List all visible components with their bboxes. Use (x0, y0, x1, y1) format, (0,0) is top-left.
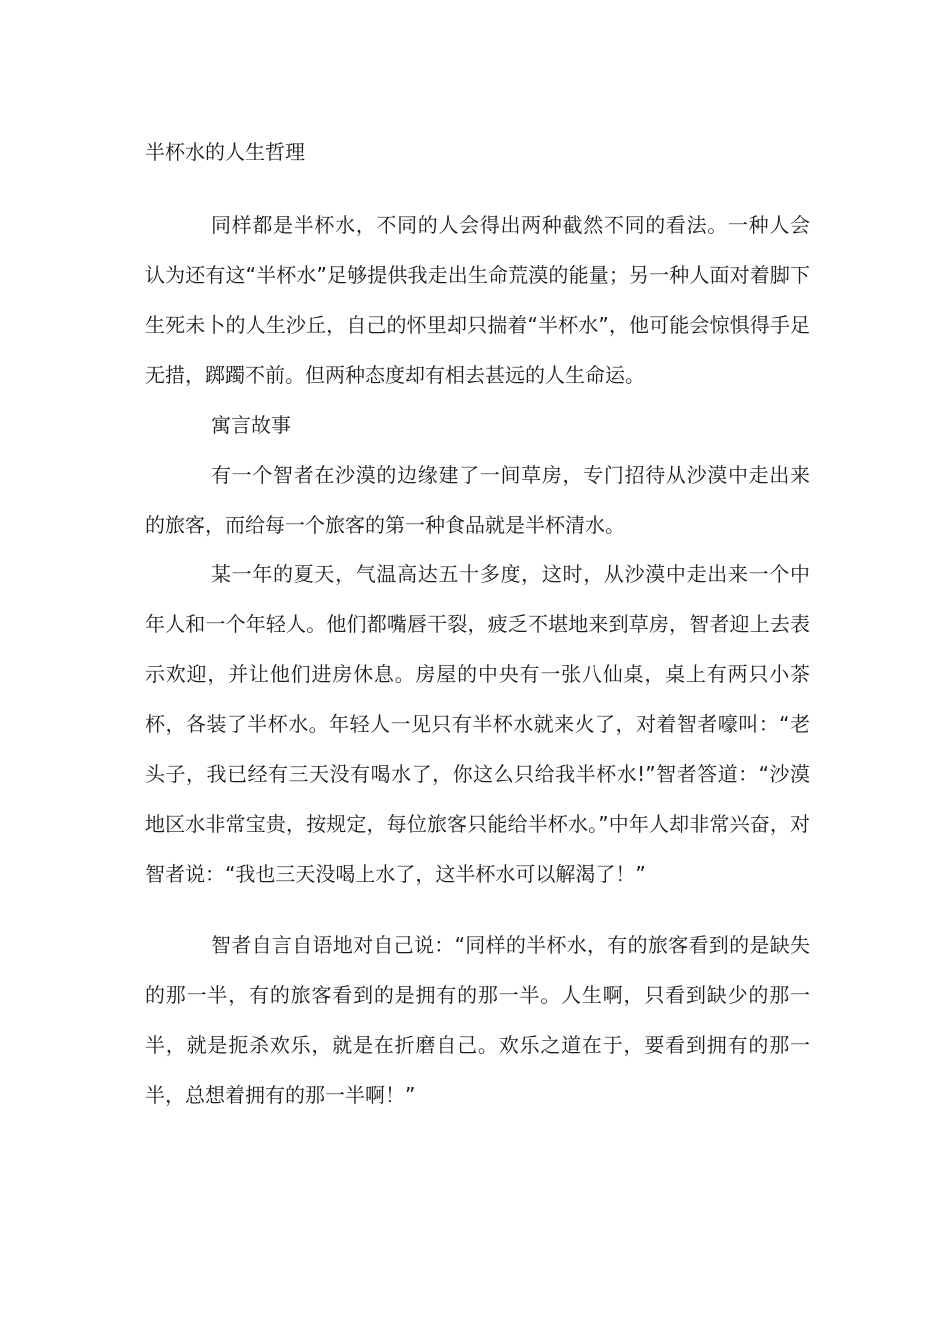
paragraph-fable-setup: 有一个智者在沙漠的边缘建了一间草房，专门招待从沙漠中走出来的旅客，而给每一个旅客的第一种食品就是半杯清水。 (145, 463, 810, 537)
paragraph-fable-story: 某一年的夏天，气温高达五十多度，这时，从沙漠中走出来一个中年人和一个年轻人。他们都嘴唇干裂，疲乏不堪地来到草房，智者迎上去表示欢迎，并让他们进房休息。房屋的中央有一张八仙桌，桌上有两只小茶杯，各装了半杯水。年轻人一见只有半杯水就来火了，对着智者嚎叫：“老头子，我已经有三天没有喝水了，你这么只给我半杯水!”智者答道：“沙漠地区水非常宝贵，按规定，每位旅客只能给半杯水。”中年人却非常兴奋，对智者说：“我也三天没喝上水了，这半杯水可以解渴了！” (145, 562, 810, 886)
document-title: 半杯水的人生哲理 (145, 140, 305, 164)
paragraph-intro: 同样都是半杯水，不同的人会得出两种截然不同的看法。一种人会认为还有这“半杯水”足够提供我走出生命荒漠的能量；另一种人面对着脚下生死未卜的人生沙丘，自己的怀里却只揣着“半杯水”，他可能会惊惧得手足无措，踯躅不前。但两种态度却有相去甚远的人生命运。 (145, 213, 810, 387)
paragraph-moral: 智者自言自语地对自己说：“同样的半杯水，有的旅客看到的是缺失的那一半，有的旅客看到的是拥有的那一半。人生啊，只看到缺少的那一半，就是扼杀欢乐，就是在折磨自己。欢乐之道在于，要看到拥有的那一半，总想着拥有的那一半啊！” (145, 933, 810, 1107)
section-heading-fable: 寓言故事 (211, 413, 291, 437)
